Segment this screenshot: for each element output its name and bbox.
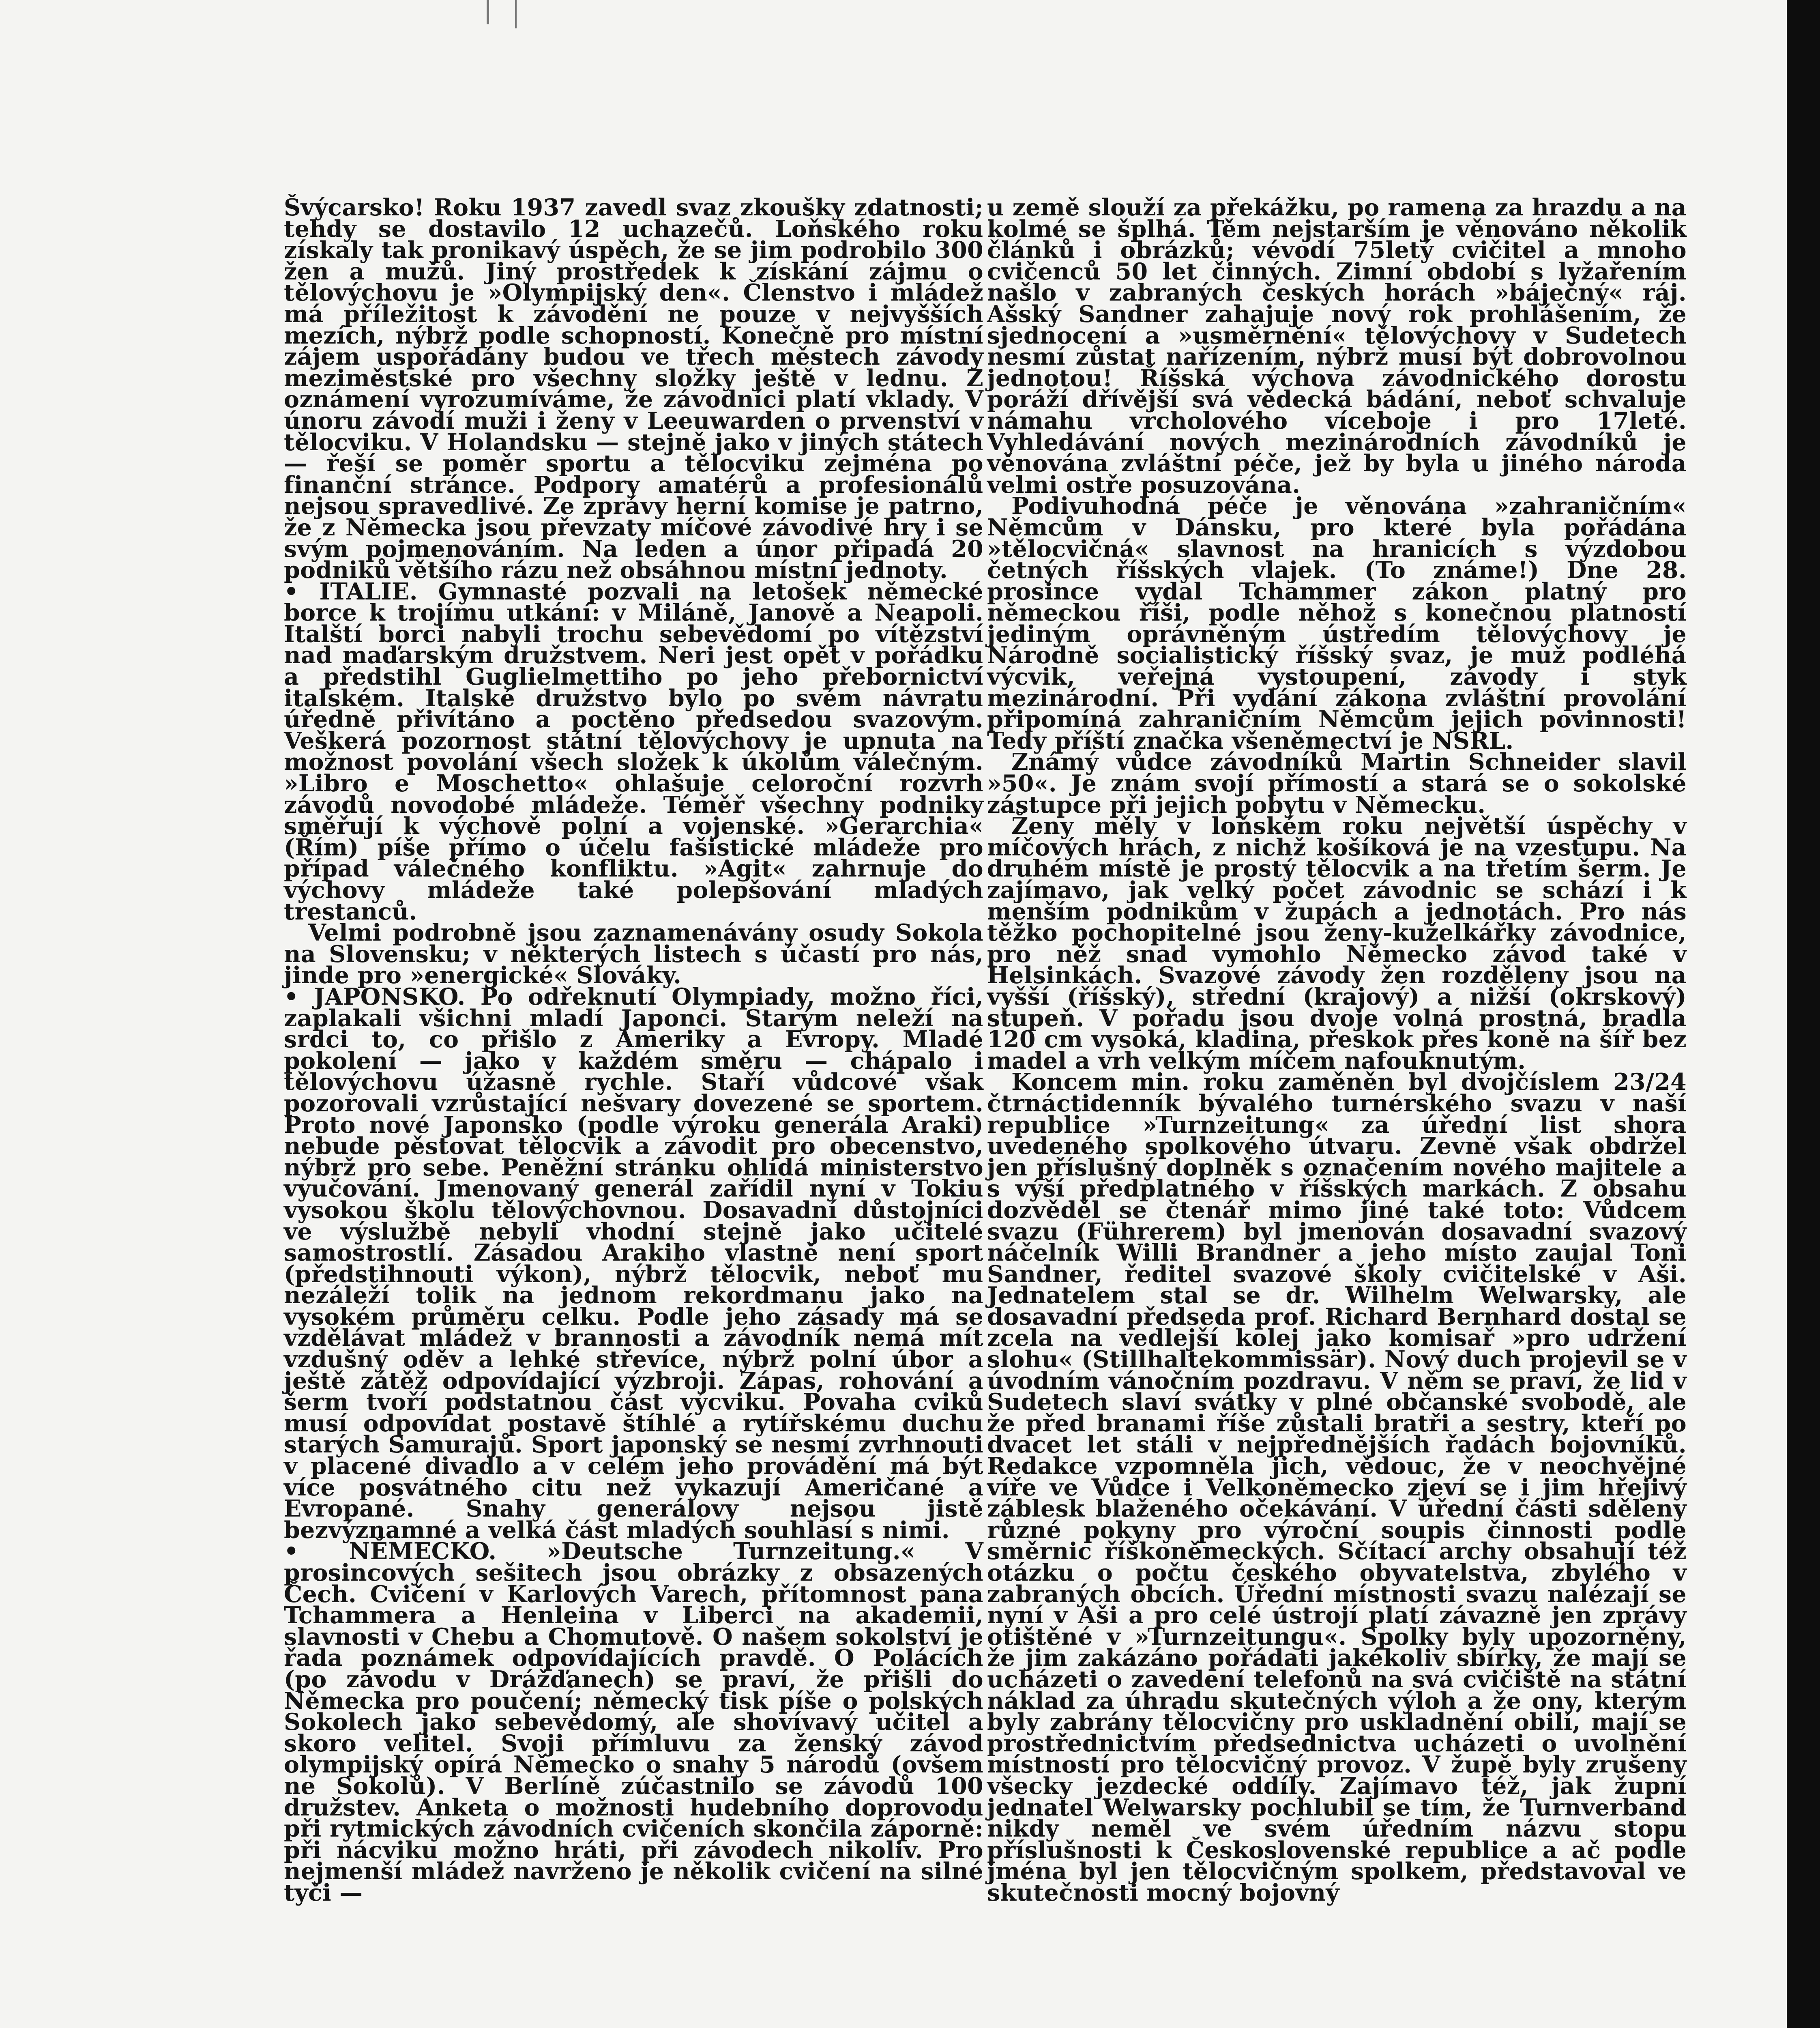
left-column xyxy=(284,194,983,1906)
paragraph-italie: • ITALIE. Gymnasté pozvali na letošek německé borce k trojímu utkání: v Miláně, Janově a Neapoli. Italští borci nabyli trochu sebevědomí po vítězství nad maďarským družstvem. Neri jest opět v pořádku a předstihl Guglielmettiho po jeho přebornictví italském. Italské družstvo bylo po svém návratu úředně přivítáno a poctěno předsedou svazovým. Veškerá pozornost státní tělovýchovy je upnuta na možnost povolání všech složek k úkolům válečným. »Libro e Moschetto« ohlašuje celoroční rozvrh závodů novodobé mládeže. Téměř všechny podniky směřují k výchově polní a vojenské. »Gerarchia« (Řím) píše přímo o účelu fašistické mládeže pro případ válečného konfliktu. »Agit« zahrnuje do výchovy mládeže také polepšování mladých trestanců. xyxy=(284,581,983,923)
paragraph: Podivuhodná péče je věnována »zahraničním« Němcům v Dánsku, pro které byla pořádána »tělocvičná« slavnost na hranicích s výzdobou četných říšských vlajek. (To známe!) Dne 28. prosince vydal Tchammer zákon platný pro německou říši, podle něhož s konečnou platností jediným oprávněným ústředím tělovýchovy je Národně socialistický říšský svaz, je muž podléhá výcvik, veřejná vystoupení, závody i styk mezinárodní. Při vydání zákona zvláštní provolání připomíná zahraničním Němcům jejich povinnosti! Tedy příští značka všeněmectví je NSRL. xyxy=(987,492,1687,754)
paragraph: u země slouží za překážku, po ramena za hrazdu a na kolmé se šplhá. Těm nejstarším je věnováno několik článků i obrázků; vévodí 75letý cvičitel a mnoho cvičenců 50 let činných. Zimní období s lyžařením našlo v zabraných českých horách »báječný« ráj. Ašský Sandner zahajuje nový rok prohlášením, že sjednocení a »usměrnění« tělovýchovy v Sudetech nesmí zůstat nařízením, nýbrž musí být dobrovolnou jednotou! Říšská výchova závodnického dorostu poráží dřívější svá vědecká bádání, neboť schvaluje námahu vrcholového víceboje i pro 17leté. Vyhledávání nových mezinárodních závodníků je věnována zvláštní péče, jež by byla u jiného národa velmi ostře posuzována. xyxy=(987,194,1687,498)
paragraph-nemecko: • NĚMECKO. »Deutsche Turnzeitung.« V prosincových sešitech jsou obrázky z obsazených Čech. Cvičení v Karlových Varech, přítomnost pana Tchammera a Henleina v Liberci na akademii, slavnosti v Chebu a Chomutově. O našem sokolství je řada poznámek odpovídajících pravdě. O Polácích (po závodu v Drážďanech) se praví, že přišli do Německa pro poučení; německý tisk píše o polských Sokolech jako sebevědomý, ale shovívavý učitel a skoro velitel. Svoji přímluvu za ženský závod olympijský opírá Německo o snahy 5 národů (ovšem ne Sokolů). V Berlíně zúčastnilo se závodů 100 družstev. Anketa o možnosti hudebního doprovodu při rytmických závodních cvičeních skončila záporně: při nácviku možno hráti, při závodech nikoliv. Pro nejmenší mládež navrženo je několik cvičení na silné tyči — xyxy=(284,1541,983,1903)
paragraph: Velmi podrobně jsou zaznamenávány osudy Sokola na Slovensku; v některých listech s účastí pro nás, jinde pro »energické« Slováky. xyxy=(284,919,983,989)
paragraph: Ženy měly v loňském roku největší úspěchy v míčových hrách, z nichž košíková je na vzestupu. Na druhém místě je prostý tělocvik a na třetím šerm. Je zajímavo, jak velký počet závodnic se schází i k menším podnikům v župách a jednotách. Pro nás těžko pochopitelné jsou ženy-kuželkářky závodnice, pro něž snad vymohlo Německo závod také v Helsinkách. Svazové závody žen rozděleny jsou na vyšší (říšský), střední (krajový) a nižší (okrskový) stupeň. V pořadu jsou dvoje volná prostná, bradla 120 cm vysoká, kladina, přeskok přes koně na šíř bez madel a vrh velkým míčem nafouknutým. xyxy=(987,812,1687,1074)
paragraph: Koncem min. roku zaměněn byl dvojčíslem 23/24 čtrnáctidenník bývalého turnérského svazu v naší republice »Turnzeitung« za úřední list shora uvedeného spolkového útvaru. Zevně však obdržel jen příslušný doplněk s označením nového majitele a s výší předplatného v říšských markách. Z obsahu dozvěděl se čtenář mimo jiné také toto: Vůdcem svazu (Führerem) byl jmenován dosavadní svazový náčelník Willi Brandner a jeho místo zaujal Toni Sandner, ředitel svazové školy cvičitelské v Aši. Jednatelem stal se dr. Wilhelm Welwarsky, ale dosavadní předseda prof. Richard Bernhard dostal se zcela na vedlejší kolej jako komisař »pro udržení slohu« (Stillhaltekommissär). Nový duch projevil se v úvodním vánočním pozdravu. V něm se praví, že lid v Sudetech slaví svátky v plné občanské svobodě, ale že před branami říše zůstali bratři a sestry, kteří po dvacet let stáli v nejpřednějších řadách bojovníků. Redakce vzpomněla jich, vědouc, že v neochvějné víře ve Vůdce i Velkoněmecko zjeví se i jim hřejivý záblesk blaženého očekávání. V úřední části sděleny různé pokyny pro výroční soupis činnosti podle směrnic říškoněmeckých. Sčítací archy obsahují též otázku o počtu českého obyvatelstva, zbylého v zabraných obcích. Úřední místnosti svazu nalézají se nyní v Aši a pro celé ústrojí platí závazně jen zprávy otištěné v »Turnzeitungu«. Spolky byly upozorněny, že jim zakázáno pořádati jakékoliv sbírky, že mají se ucházeti o zavedení telefonů na svá cvičiště na státní náklad za úhradu skutečných výloh a že ony, kterým byly zabrány tělocvičny pro uskladnění obilí, mají se prostřednictvím předsednictva ucházeti o uvolnění místností pro tělocvičný provoz. V župě byly zrušeny všecky jezdecké oddíly. Zajímavo též, jak župní jednatel Welwarsky pochlubil se tím, že Turnverband nikdy neměl ve svém úředním názvu stopu příslušnosti k Československé republice a ač podle jména byl jen tělocvičným spolkem, představoval ve skutečnosti mocný bojovný xyxy=(987,1068,1687,1906)
paragraph: Známý vůdce závodníků Martin Schneider slavil »50«. Je znám svojí přímostí a stará se o sokolské zástupce při jejich pobytu v Německu. xyxy=(987,748,1687,819)
scan-mark xyxy=(487,0,489,24)
paragraph-japonsko: • JAPONSKO. Po odřeknutí Olympiady, možno říci, zaplakali všichni mladí Japonci. Starým neleží na srdci to, co přišlo z Ameriky a Evropy. Mladé pokolení — jako v každém směru — chápalo i tělovýchovu úžasně rychle. Staří vůdcové však pozorovali vzrůstající nešvary dovezené se sportem. Proto nové Japonsko (podle výroku generála Araki) nebude pěstovat tělocvik a závodit pro obecenstvo, nýbrž pro sebe. Peněžní stránku ohlídá ministerstvo vyučování. Jmenovaný generál zařídil nyní v Tokiu vysokou školu tělovýchovnou. Dosavadní důstojníci ve výslužbě nebyli vhodní stejně jako učitelé samostrostlí. Zásadou Arakiho vlastně není sport (předstihnouti výkon), nýbrž tělocvik, neboť mu nezáleží tolik na jednom rekordmanu jako na vysokém průměru celku. Podle jeho zásady má se vzdělávat mládež v brannosti a závodník nemá mít vzdušný oděv a lehké střevíce, nýbrž polní úbor a ještě zátěž odpovídající výzbroji. Zápas, rohování a šerm tvoří podstatnou část výcviku. Povaha cviků musí odpovídat postavě štíhlé a rytířskému duchu starých Samurajů. Sport japonský se nesmí zvrhnouti v placené divadlo a v celém jeho provádění má být více posvátného citu než vykazují Američané a Evropané. Snahy generálovy nejsou jistě bezvýznamné a velká část mladých souhlasí s nimi. xyxy=(284,986,983,1541)
right-column xyxy=(987,194,1687,1906)
scan-edge xyxy=(1787,0,1820,2028)
paragraph: Švýcarsko! Roku 1937 zavedl svaz zkoušky zdatnosti; tehdy se dostavilo 12 uchazečů. Loňského roku získaly tak pronikavý úspěch, že se jim podrobilo 300 žen a mužů. Jiný prostředek k získání zájmu o tělovýchovu je »Olympijský den«. Členstvo i mládež má příležitost k závodění ne pouze v nejvyšších mezích, nýbrž podle schopností. Konečně pro místní zájem uspořádány budou ve třech městech závody meziměstské pro všechny složky ještě v lednu. Z oznámení vyrozumíváme, že závodníci platí vklady. V únoru závodí muži i ženy v Leeuwarden o prvenství v tělocviku. V Holandsku — stejně jako v jiných státech — řeší se poměr sportu a tělocviku zejména po finanční stránce. Podpory amatérů a profesionálů nejsou spravedlivé. Ze zprávy herní komise je patrno, že z Německa jsou převzaty míčové závodivé hry i se svým pojmenováním. Na leden a únor připadá 20 podniků většího rázu než obsáhnou místní jednoty. xyxy=(284,194,983,584)
scan-mark xyxy=(515,0,517,28)
